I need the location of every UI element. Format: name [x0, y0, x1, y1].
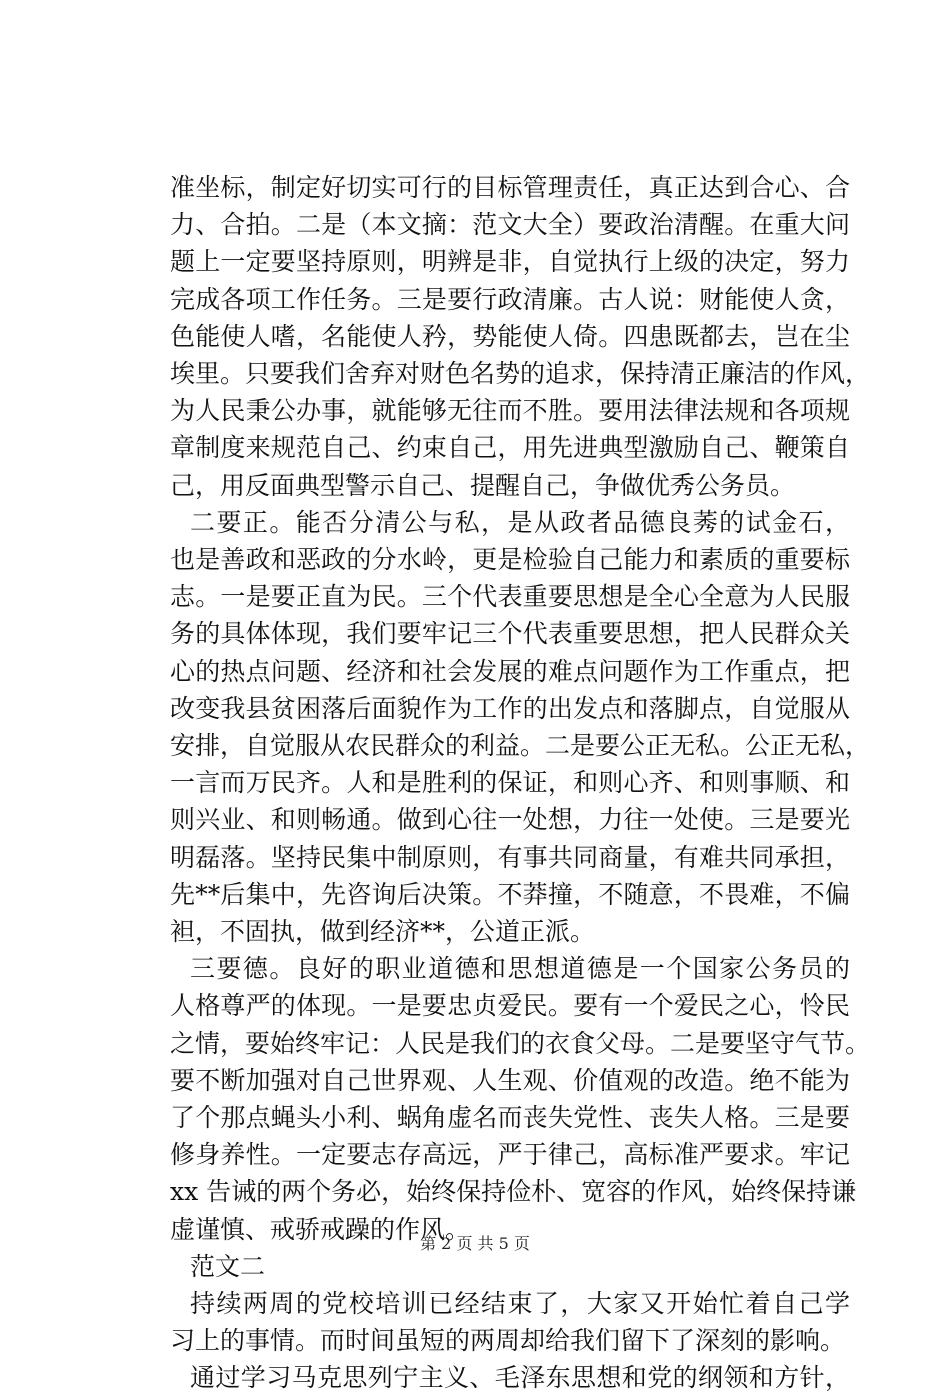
text-line: 色能使人嗜，名能使人矜，势能使人倚。四患既都去，岂在尘	[170, 322, 850, 351]
text-line: 明磊落。坚持民集中制原则，有事共同商量，有难共同承担，	[170, 843, 850, 872]
text-line: 力、合拍。二是（本文摘：范文大全）要政治清醒。在重大问	[170, 210, 850, 239]
text-line: 先**后集中，先咨询后决策。不莽撞，不随意，不畏难，不偏	[170, 880, 850, 909]
text-line: 为人民秉公办事，就能够无往而不胜。要用法律法规和各项规	[170, 396, 850, 425]
text-line: 袒，不固执，做到经济**，公道正派。	[170, 917, 596, 946]
text-line: 题上一定要坚持原则，明辨是非，自觉执行上级的决定，努力	[170, 247, 850, 276]
section-heading: 范文二	[190, 1252, 266, 1281]
paragraph-first-line: 通过学习马克思列宁主义、毛泽东思想和党的纲领和方针，	[190, 1363, 850, 1392]
text-line: 志。一是要正直为民。三个代表重要思想是全心全意为人民服	[170, 582, 850, 611]
text-line: 己，用反面典型警示自己、提醒自己，争做优秀公务员。	[170, 471, 796, 500]
text-line: 了个那点蝇头小利、蜗角虚名而丧失党性、丧失人格。三是要	[170, 1103, 850, 1132]
text-line: 安排，自觉服从农民群众的利益。二是要公正无私。公正无私，	[170, 731, 871, 760]
text-line: 也是善政和恶政的分水岭，更是检验自己能力和素质的重要标	[170, 545, 850, 574]
text-line: xx 告诫的两个务必，始终保持俭朴、宽容的作风，始终保持谦	[170, 1177, 857, 1206]
text-line: 虚谨慎、戒骄戒躁的作风。	[170, 1215, 471, 1244]
paragraph-first-line: 三要德。良好的职业道德和思想道德是一个国家公务员的	[190, 954, 850, 983]
text-line: 心的热点问题、经济和社会发展的难点问题作为工作重点，把	[170, 657, 850, 686]
text-line: 埃里。只要我们舍弃对财色名势的追求，保持清正廉洁的作风，	[170, 359, 871, 388]
text-line: 准坐标，制定好切实可行的目标管理责任，真正达到合心、合	[170, 173, 850, 202]
text-line: 要不断加强对自己世界观、人生观、价值观的改造。绝不能为	[170, 1066, 850, 1095]
paragraph-first-line: 持续两周的党校培训已经结束了，大家又开始忙着自己学	[190, 1289, 850, 1318]
text-line: 完成各项工作任务。三是要行政清廉。古人说：财能使人贪，	[170, 285, 850, 314]
paragraph-first-line: 二要正。能否分清公与私，是从政者品德良莠的试金石，	[190, 508, 850, 537]
text-line: 则兴业、和则畅通。做到心往一处想，力往一处使。三是要光	[170, 805, 850, 834]
text-line: 修身养性。一定要志存高远，严于律己，高标准严要求。牢记	[170, 1140, 850, 1169]
page-footer: 第 2 页 共 5 页	[420, 1234, 530, 1253]
text-line: 人格尊严的体现。一是要忠贞爱民。要有一个爱民之心，怜民	[170, 991, 850, 1020]
text-line: 章制度来规范自己、约束自己，用先进典型激励自己、鞭策自	[170, 433, 850, 462]
text-line: 改变我县贫困落后面貌作为工作的出发点和落脚点，自觉服从	[170, 694, 850, 723]
text-line: 一言而万民齐。人和是胜利的保证，和则心齐、和则事顺、和	[170, 768, 850, 797]
text-line: 习上的事情。而时间虽短的两周却给我们留下了深刻的影响。	[170, 1326, 846, 1355]
text-line: 之情，要始终牢记：人民是我们的衣食父母。二是要坚守气节。	[170, 1029, 871, 1058]
text-line: 务的具体体现，我们要牢记三个代表重要思想，把人民群众关	[170, 619, 850, 648]
